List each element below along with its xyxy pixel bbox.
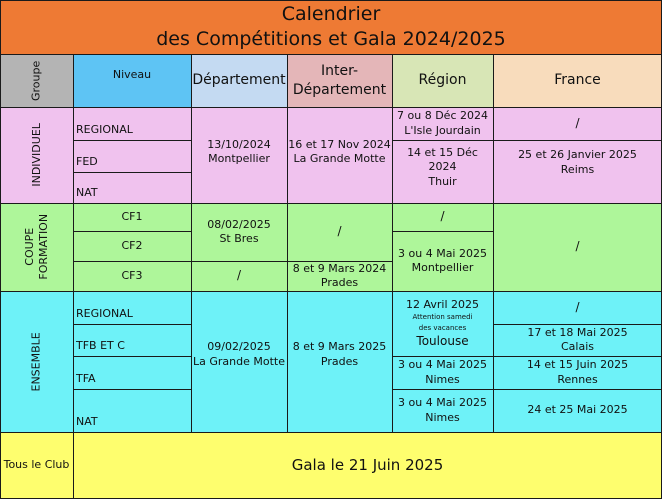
coupe-departement-cf3-cell: / <box>191 261 287 291</box>
individuel-france-cell-2: 25 et 26 Janvier 2025 Reims <box>493 140 662 203</box>
niveau-individuel-nat: NAT <box>73 172 191 203</box>
individuel-inter-cell: 16 et 17 Nov 2024 La Grande Motte <box>287 107 392 203</box>
ensemble-france-cell-2: 17 et 18 Mai 2025 Calais <box>493 324 662 356</box>
title-banner <box>0 0 662 54</box>
group-coupe-formation: COUPE FORMATION <box>0 203 73 291</box>
ensemble-region-cell-2: 3 ou 4 Mai 2025 Nimes <box>392 356 493 389</box>
ensemble-inter-cell: 8 et 9 Mars 2025 Prades <box>287 291 392 432</box>
individuel-region-cell-2: 14 et 15 Déc 2024 Thuir <box>392 140 493 203</box>
ensemble-region-cell-1: 12 Avril 2025 Attention samedi des vacances Toulouse <box>392 291 493 356</box>
ensemble-france-cell-3: 14 et 15 Juin 2025 Rennes <box>493 356 662 389</box>
gala-cell: Gala le 21 Juin 2025 <box>73 432 662 499</box>
coupe-departement-cell: 08/02/2025 St Bres <box>191 203 287 261</box>
header-france: France <box>493 54 662 107</box>
niveau-individuel-fed: FED <box>73 140 191 172</box>
gala-group-cell: Tous le Club <box>0 432 73 499</box>
niveau-ensemble-tfb: TFB ET C <box>73 324 191 356</box>
niveau-cf1: CF1 <box>73 203 191 231</box>
coupe-region-cf1-cell: / <box>392 203 493 231</box>
individuel-region-cell-1: 7 ou 8 Déc 2024 L'Isle Jourdain <box>392 107 493 140</box>
coupe-region-cell: 3 ou 4 Mai 2025 Montpellier <box>392 231 493 291</box>
title-line-2: des Compétitions et Gala 2024/2025 <box>156 28 506 50</box>
coupe-france-cell: / <box>493 203 662 291</box>
niveau-ensemble-tfa: TFA <box>73 356 191 389</box>
ensemble-france-cell-4: 24 et 25 Mai 2025 <box>493 389 662 432</box>
header-region: Région <box>392 54 493 107</box>
header-inter-departement: Inter- Département <box>287 54 392 107</box>
header-groupe: Groupe <box>0 54 73 107</box>
niveau-cf2: CF2 <box>73 231 191 261</box>
niveau-ensemble-regional: REGIONAL <box>73 291 191 324</box>
ensemble-region-cell-3: 3 ou 4 Mai 2025 Nimes <box>392 389 493 432</box>
ensemble-departement-cell: 09/02/2025 La Grande Motte <box>191 291 287 432</box>
header-departement: Département <box>191 54 287 107</box>
coupe-inter-cf3-cell: 8 et 9 Mars 2024 Prades <box>287 261 392 291</box>
group-individuel: INDIVIDUEL <box>0 107 73 203</box>
niveau-ensemble-nat: NAT <box>73 389 191 432</box>
niveau-cf3: CF3 <box>73 261 191 291</box>
title-line-1: Calendrier <box>281 3 381 25</box>
individuel-france-cell-1: / <box>493 107 662 140</box>
niveau-individuel-regional: REGIONAL <box>73 107 191 140</box>
group-ensemble: ENSEMBLE <box>0 291 73 432</box>
ensemble-france-cell-1: / <box>493 291 662 324</box>
individuel-departement-cell: 13/10/2024 Montpellier <box>191 107 287 203</box>
header-niveau: Niveau <box>73 54 191 107</box>
coupe-inter-cell: / <box>287 203 392 261</box>
